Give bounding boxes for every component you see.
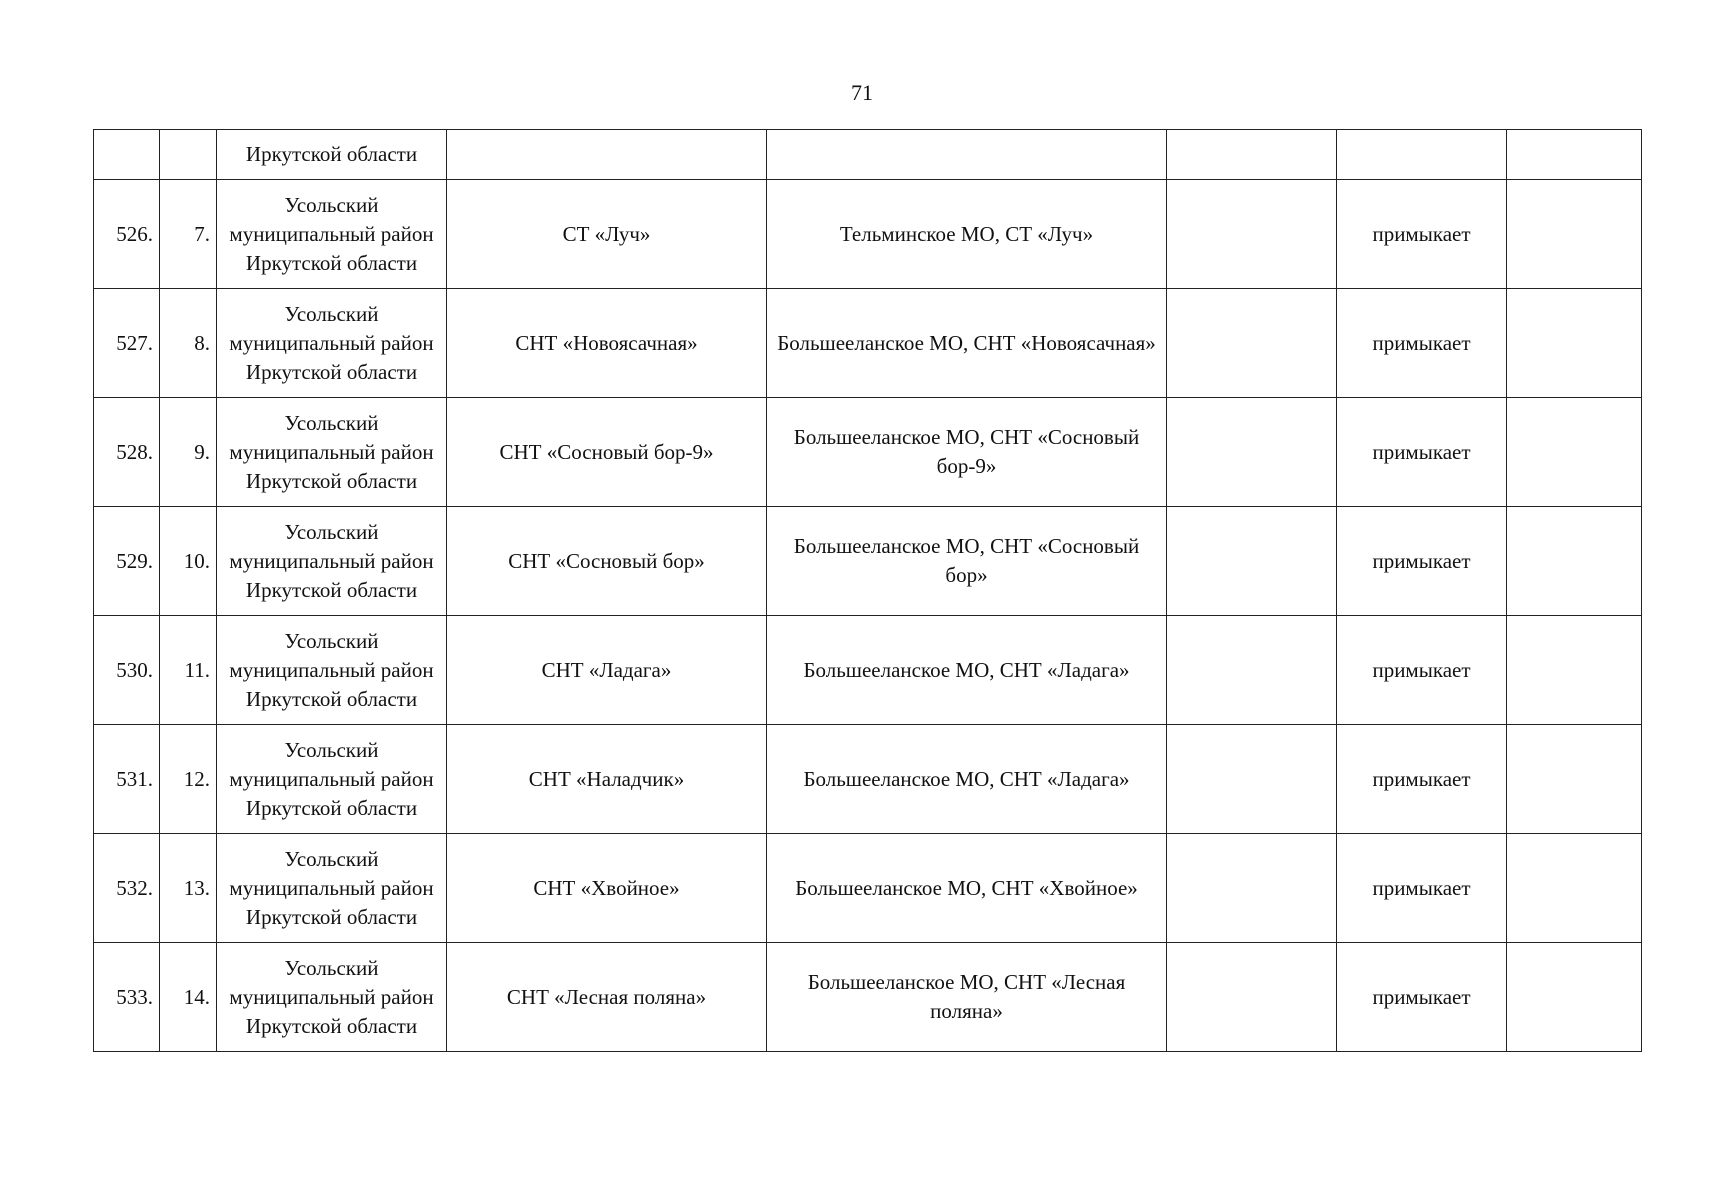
cell-relation: примыкает xyxy=(1337,834,1507,943)
table-row xyxy=(94,507,1642,616)
cell-col8 xyxy=(1507,725,1642,834)
district-line: муниципальный район xyxy=(229,221,434,246)
cell-subnumber: 11. xyxy=(160,616,217,725)
cell-relation: примыкает xyxy=(1337,180,1507,289)
district-line: Иркутской области xyxy=(245,577,418,602)
cell-number xyxy=(94,130,160,180)
continuation-row xyxy=(94,130,1642,180)
cell-subnumber: 8. xyxy=(160,289,217,398)
cell-location: Большееланское МО, СНТ «Сосновый бор» xyxy=(767,507,1167,616)
cell-object: СНТ «Сосновый бор-9» xyxy=(447,398,767,507)
cell-district xyxy=(217,398,447,507)
table-row xyxy=(94,289,1642,398)
district-line: муниципальный район xyxy=(229,984,434,1009)
cell-district xyxy=(217,289,447,398)
cell-col6 xyxy=(1167,180,1337,289)
cell-district xyxy=(217,834,447,943)
cell-col6 xyxy=(1167,834,1337,943)
district-line: Усольский xyxy=(284,301,379,326)
district-line: муниципальный район xyxy=(229,657,434,682)
cell-location: Большееланское МО, СНТ «Сосновый бор-9» xyxy=(767,398,1167,507)
district-line: Усольский xyxy=(284,192,379,217)
cell-subnumber: 13. xyxy=(160,834,217,943)
district-line: Усольский xyxy=(284,955,379,980)
cell-object: СНТ «Лесная поляна» xyxy=(447,943,767,1052)
cell-district xyxy=(217,943,447,1052)
cell-number: 532. xyxy=(94,834,160,943)
table-row xyxy=(94,180,1642,289)
cell-object: СНТ «Ладага» xyxy=(447,616,767,725)
cell-number: 528. xyxy=(94,398,160,507)
district-line: муниципальный район xyxy=(229,439,434,464)
cell-col8 xyxy=(1507,130,1642,180)
cell-subnumber: 9. xyxy=(160,398,217,507)
cell-col8 xyxy=(1507,834,1642,943)
cell-location xyxy=(767,130,1167,180)
cell-subnumber: 7. xyxy=(160,180,217,289)
district-line: Усольский xyxy=(284,410,379,435)
district-line: Иркутской области xyxy=(245,359,418,384)
cell-district xyxy=(217,725,447,834)
cell-relation: примыкает xyxy=(1337,943,1507,1052)
district-line: муниципальный район xyxy=(229,766,434,791)
cell-object: СНТ «Сосновый бор» xyxy=(447,507,767,616)
district-line: муниципальный район xyxy=(229,548,434,573)
cell-district xyxy=(217,507,447,616)
cell-number: 529. xyxy=(94,507,160,616)
cell-number: 527. xyxy=(94,289,160,398)
cell-number: 530. xyxy=(94,616,160,725)
cell-col8 xyxy=(1507,180,1642,289)
district-line: муниципальный район xyxy=(229,330,434,355)
cell-col6 xyxy=(1167,943,1337,1052)
cell-col6 xyxy=(1167,616,1337,725)
cell-col6 xyxy=(1167,507,1337,616)
cell-object: СНТ «Новоясачная» xyxy=(447,289,767,398)
cell-object: СНТ «Хвойное» xyxy=(447,834,767,943)
cell-location: Большееланское МО, СНТ «Ладага» xyxy=(767,616,1167,725)
cell-subnumber xyxy=(160,130,217,180)
cell-relation: примыкает xyxy=(1337,725,1507,834)
cell-col6 xyxy=(1167,725,1337,834)
district-line: Усольский xyxy=(284,846,379,871)
cell-col8 xyxy=(1507,943,1642,1052)
cell-col6 xyxy=(1167,289,1337,398)
cell-location: Большееланское МО, СНТ «Ладага» xyxy=(767,725,1167,834)
table-row xyxy=(94,616,1642,725)
cell-relation xyxy=(1337,130,1507,180)
cell-district: Иркутской области xyxy=(217,130,447,180)
cell-col8 xyxy=(1507,289,1642,398)
district-line: Иркутской области xyxy=(245,795,418,820)
table-row xyxy=(94,725,1642,834)
cell-col6 xyxy=(1167,398,1337,507)
cell-subnumber: 14. xyxy=(160,943,217,1052)
registry-table xyxy=(93,129,1642,1052)
cell-object xyxy=(447,130,767,180)
cell-col8 xyxy=(1507,398,1642,507)
district-line: Иркутской области xyxy=(245,1013,418,1038)
district-line: муниципальный район xyxy=(229,875,434,900)
cell-number: 531. xyxy=(94,725,160,834)
cell-relation: примыкает xyxy=(1337,289,1507,398)
cell-relation: примыкает xyxy=(1337,398,1507,507)
cell-relation: примыкает xyxy=(1337,616,1507,725)
cell-object: СНТ «Наладчик» xyxy=(447,725,767,834)
cell-number: 533. xyxy=(94,943,160,1052)
cell-location: Большееланское МО, СНТ «Лесная поляна» xyxy=(767,943,1167,1052)
table-row xyxy=(94,398,1642,507)
cell-col8 xyxy=(1507,507,1642,616)
cell-location: Тельминское МО, СТ «Луч» xyxy=(767,180,1167,289)
district-line: Иркутской области xyxy=(245,904,418,929)
district-line: Усольский xyxy=(284,628,379,653)
district-line: Иркутской области xyxy=(245,250,418,275)
cell-location: Большееланское МО, СНТ «Новоясачная» xyxy=(767,289,1167,398)
cell-subnumber: 10. xyxy=(160,507,217,616)
district-line: Иркутской области xyxy=(245,686,418,711)
cell-object: СТ «Луч» xyxy=(447,180,767,289)
district-line: Усольский xyxy=(284,737,379,762)
cell-col6 xyxy=(1167,130,1337,180)
cell-district xyxy=(217,180,447,289)
cell-subnumber: 12. xyxy=(160,725,217,834)
table-row xyxy=(94,943,1642,1052)
district-line: Усольский xyxy=(284,519,379,544)
cell-district xyxy=(217,616,447,725)
table-row xyxy=(94,834,1642,943)
cell-col8 xyxy=(1507,616,1642,725)
page-number: 71 xyxy=(851,80,873,105)
cell-relation: примыкает xyxy=(1337,507,1507,616)
table-body xyxy=(94,130,1642,1052)
cell-number: 526. xyxy=(94,180,160,289)
cell-location: Большееланское МО, СНТ «Хвойное» xyxy=(767,834,1167,943)
district-line: Иркутской области xyxy=(245,468,418,493)
